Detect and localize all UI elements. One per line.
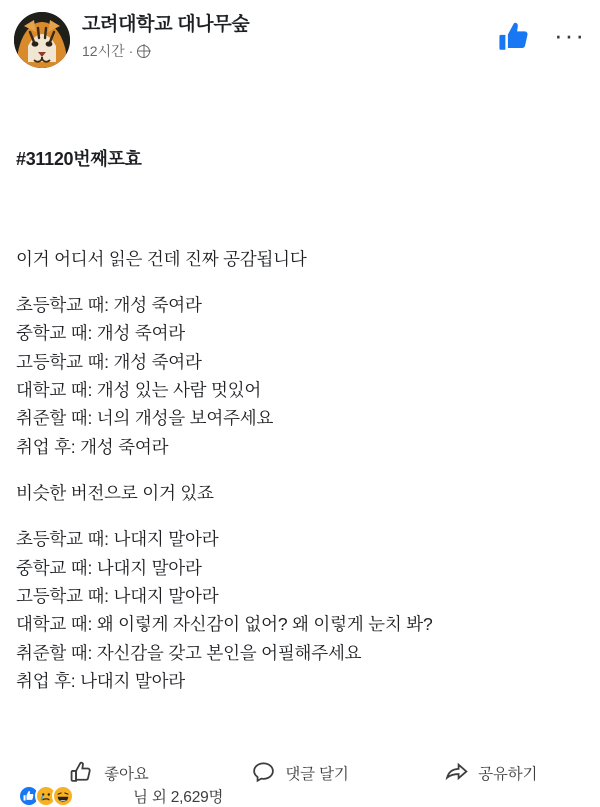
post-text-line: 이거 어디서 읽은 건데 진짜 공감됩니다 <box>16 248 307 269</box>
timestamp[interactable]: 12시간 <box>82 43 125 59</box>
post-body <box>14 74 586 752</box>
post-text-line: 초등학교 때: 나대지 말아라 <box>16 529 219 550</box>
meta-separator: · <box>128 43 134 59</box>
post-text-line: 취업 후: 나대지 말아라 <box>16 671 185 691</box>
action-bar <box>14 760 586 785</box>
reaction-icons[interactable] <box>18 785 69 807</box>
post-text-line: 대학교 때: 왜 이렇게 자신감이 없어? 왜 이렇게 눈치 봐? <box>16 614 433 635</box>
globe-icon <box>137 45 150 58</box>
post-text-line: 비슷한 버전으로 이거 있죠 <box>16 482 214 503</box>
post-text-line: 대학교 때: 개성 있는 사람 멋있어 <box>16 379 262 400</box>
page-name[interactable]: 고려대학교 대나무숲 <box>82 14 250 35</box>
post-text <box>16 245 584 696</box>
text-blank-line <box>16 507 584 525</box>
post-meta <box>82 41 498 61</box>
comment-button-label: 댓글 달기 <box>285 765 349 783</box>
comment-bubble-icon <box>251 760 276 785</box>
post-text-line: 고등학교 때: 개성 죽여라 <box>16 351 202 372</box>
post-text-line: 중학교 때: 나대지 말아라 <box>16 557 202 578</box>
post-text-line: 고등학교 때: 나대지 말아라 <box>16 585 219 606</box>
thumbs-up-icon[interactable] <box>498 20 532 59</box>
post-author-block <box>82 12 498 61</box>
thumbs-up-icon <box>70 760 95 785</box>
header-actions <box>498 12 586 59</box>
share-arrow-icon <box>444 760 469 785</box>
share-button-label: 공유하기 <box>478 765 538 783</box>
reaction-count-label[interactable]: 님 외 2,629명 <box>133 789 224 807</box>
comment-button[interactable] <box>205 760 396 785</box>
ellipsis-icon[interactable]: ··· <box>554 19 586 50</box>
post-text-line: 취준할 때: 너의 개성을 보여주세요 <box>16 408 274 429</box>
share-button[interactable] <box>395 760 586 785</box>
post-text-line: 초등학교 때: 개성 죽여라 <box>16 294 202 315</box>
post-hashtag[interactable]: #31120번째포효 <box>16 148 142 169</box>
haha-reaction-icon <box>52 785 74 807</box>
post-header <box>14 0 586 74</box>
tiger-avatar-icon <box>14 12 70 68</box>
reactions-row <box>14 785 586 807</box>
post-text-line: 취업 후: 개성 죽여라 <box>16 436 169 457</box>
avatar[interactable] <box>14 12 70 68</box>
like-button-label: 좋아요 <box>104 765 149 783</box>
like-button[interactable] <box>14 760 205 785</box>
text-blank-line <box>16 461 584 479</box>
post-text-line: 취준할 때: 자신감을 갖고 본인을 어필해주세요 <box>16 642 362 663</box>
post-text-line: 중학교 때: 개성 죽여라 <box>16 323 185 344</box>
text-blank-line <box>16 273 584 291</box>
